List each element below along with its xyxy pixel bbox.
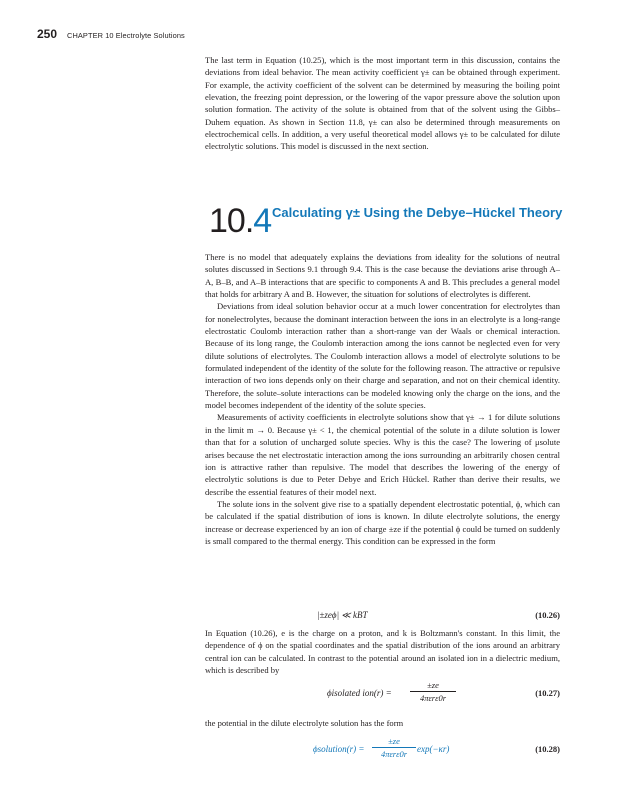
fraction-numerator: ±ze — [388, 736, 400, 746]
chapter-title: CHAPTER 10 Electrolyte Solutions — [67, 31, 185, 40]
paragraph-after-eq1: In Equation (10.26), e is the charge on a proton, and k is Boltzmann's constant. In this limit, the dependence of ϕ on the spatial coordinates and the spatial distribution of the ions around an arbitrary central ion can be calculated. In contrast to the potential around an isolated ion in a dielectric medium, which is described by — [205, 628, 560, 676]
fraction-numerator: ±ze — [427, 680, 439, 690]
mid-block — [205, 627, 560, 676]
section-heading — [209, 199, 569, 245]
equation-fraction — [372, 736, 416, 760]
equation-10-27 — [205, 680, 560, 710]
equation-lhs: ϕisolated ion(r) = — [327, 688, 392, 698]
paragraph-after-eq2: the potential in the dilute electrolyte solution has the form — [205, 718, 404, 728]
intro-paragraph: The last term in Equation (10.25), which is the most important term in this discussion, contains the deviations from ideal behavior. The mean activity coefficient γ± can be obtained through experiment. For example, the activity coefficient of the solvent can be determined by measuring the boiling point elevation, the freezing point depression, or the lowering of the vapor pressure above the solution upon solution formation. The activity of the solute is obtained from that of the solvent using the Gibbs–Duhem equation. As shown in Section 11.8, γ± can also be determined through measurements on electrochemical cells. In addition, a very useful theoretical model allows γ± to be calculated for dilute electrolytic solutions. This model is discussed in the next section. — [205, 55, 560, 152]
section-title: Calculating γ± Using the Debye–Hückel Theory — [272, 205, 563, 220]
equation-10-28 — [205, 736, 560, 766]
equation-fraction — [410, 680, 456, 704]
equation-number: (10.27) — [535, 688, 560, 698]
paragraph-2: Deviations from ideal solution behavior occur at a much lower concentration for electrolytes than for nonelectrolytes, because the dominant interaction between the ions in an electrolyte is a long-range electrostatic Coulomb interaction rather than a short-range van der Waals or chemical interaction. Because of its long range, the Coulomb interaction among the ions cannot be neglected even for very dilute solutions of electrolytes. The Coulomb interaction allows a model of electrolyte solutions to be formulated independent of the identity of the solute for the following reason. The attractive or repulsive interaction of two ions depends only on their charge and separation, and not on their chemical identity. Therefore, the solute–solute interactions can be modeled knowing only the charge on the ions, and the model becomes independent of the identity of the solute species. — [205, 301, 560, 411]
pre-eq3-block — [205, 717, 560, 729]
equation-number: (10.28) — [535, 744, 560, 754]
equation-number: (10.26) — [535, 610, 560, 620]
equation-expression: |±zeϕ| ≪ kBT — [317, 610, 368, 620]
section-number: 10.4 — [209, 202, 272, 240]
paragraph-1: There is no model that adequately explains the deviations from ideality for the solutions of neutral solutes discussed in Sections 9.1 through 9.4. This is the case because the deviations arise through A–A, B–B, and A–B interactions that are specific to components A and B. This precludes a general model that holds for arbitrary A and B. However, the situation for solutions of electrolytes is different. — [205, 252, 560, 300]
paragraph-4: The solute ions in the solvent give rise to a spatially dependent electrostatic potential, ϕ, which can be calculated if the spatial distribution of ions is known. In dilute electrolyte solutions, the energy increase or decrease experienced by an ion of charge ±ze if the potential ϕ could be turned on suddenly is small compared to the thermal energy. This condition can be expressed in the form — [205, 498, 560, 546]
fraction-denominator: 4πεrε0r — [372, 747, 416, 760]
page-number: 250 — [37, 27, 58, 41]
body-block — [205, 251, 560, 547]
equation-lhs: ϕsolution(r) = — [313, 744, 365, 754]
intro-block — [205, 54, 560, 153]
paragraph-3: Measurements of activity coefficients in electrolyte solutions show that γ± → 1 for dilute solutions in the limit m → 0. Because γ± < 1, the chemical potential of the solute in a dilute solution is lower than that for a solution of uncharged solute species. Why is this the case? The lowering of μsolute arises because the net electrostatic interaction among the ions surrounding an arbitrarily chosen central ion is attractive rather than repulsive. The model that describes the lowering of the energy of electrolytic solutions is due to Peter Debye and Erich Hückel. Rather than derive their results, we describe the essential features of their model next. — [205, 412, 560, 497]
running-header — [37, 27, 185, 41]
fraction-denominator: 4πεrε0r — [410, 691, 456, 704]
equation-exponential: exp(−κr) — [417, 744, 450, 754]
